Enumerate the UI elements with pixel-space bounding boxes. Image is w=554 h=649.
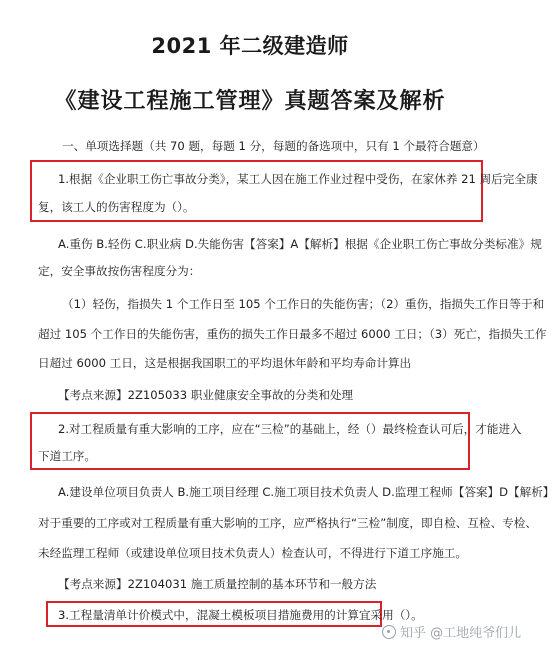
q1-explain-line2: 超过 105 个工作日的失能伤害，重伤的损失工作日最多不超过 6000 工日；（3）死亡，指损失工作 [38, 327, 547, 341]
q2-source: 【考点来源】2Z104031 施工质量控制的基本环节和一般方法 [58, 577, 377, 591]
q1-answer-line2: 定，安全事故按伤害程度分为： [38, 264, 201, 278]
q2-question-line2: 下道工序。 [38, 449, 96, 463]
q1-source: 【考点来源】2Z105033 职业健康安全事故的分类和处理 [58, 388, 354, 402]
q1-explain-line3: 日超过 6000 工日，这是根据我国职工的平均退休年龄和平均寿命计算出 [38, 356, 412, 370]
q1-question-line1: 1.根据《企业职工伤亡事故分类》，某工人因在施工作业过程中受伤，在家休养 21 周后完全康 [58, 172, 538, 186]
zhihu-logo-icon [382, 625, 396, 639]
q2-question-line1: 2.对工程质量有重大影响的工序，应在“三检”的基础上，经（）最终检查认可后，才能进入 [58, 422, 522, 436]
section-heading: 一、单项选择题（共 70 题，每题 1 分，每题的备选项中，只有 1 个最符合题意） [62, 139, 485, 153]
q2-answer-line2: 对于重要的工序或对工程质量有重大影响的工序，应严格执行“三检”制度，即自检、互检、专检、 [38, 516, 537, 530]
q3-question-line1: 3.工程量清单计价模式中，混凝土模板项目措施费用的计算宜采用（）。 [58, 608, 423, 622]
q1-answer-line1: A.重伤 B.轻伤 C.职业病 D.失能伤害【答案】A【解析】根据《企业职工伤亡事故分类标准》规 [58, 237, 542, 251]
page-title-line2: 《建设工程施工管理》真题答案及解析 [54, 89, 446, 114]
watermark [382, 622, 521, 641]
watermark-text: 知乎 @工地纯爷们儿 [400, 626, 522, 641]
q2-answer-line1: A.建设单位项目负责人 B.施工项目经理 C.施工项目技术负责人 D.监理工程师【答案】D【解析】 [58, 485, 554, 499]
q1-question-line2: 复，该工人的伤害程度为（）。 [38, 200, 195, 214]
page-title-line1: 2021 年二级建造师 [151, 34, 349, 58]
q1-explain-line1: （1）轻伤，指损失 1 个工作日至 105 个工作日的失能伤害；（2）重伤，指损失工作日等于和 [62, 297, 545, 311]
q2-answer-line3: 未经监理工程师（或建设单位项目技术负责人）检查认可，不得进行下道工序施工。 [38, 546, 467, 560]
